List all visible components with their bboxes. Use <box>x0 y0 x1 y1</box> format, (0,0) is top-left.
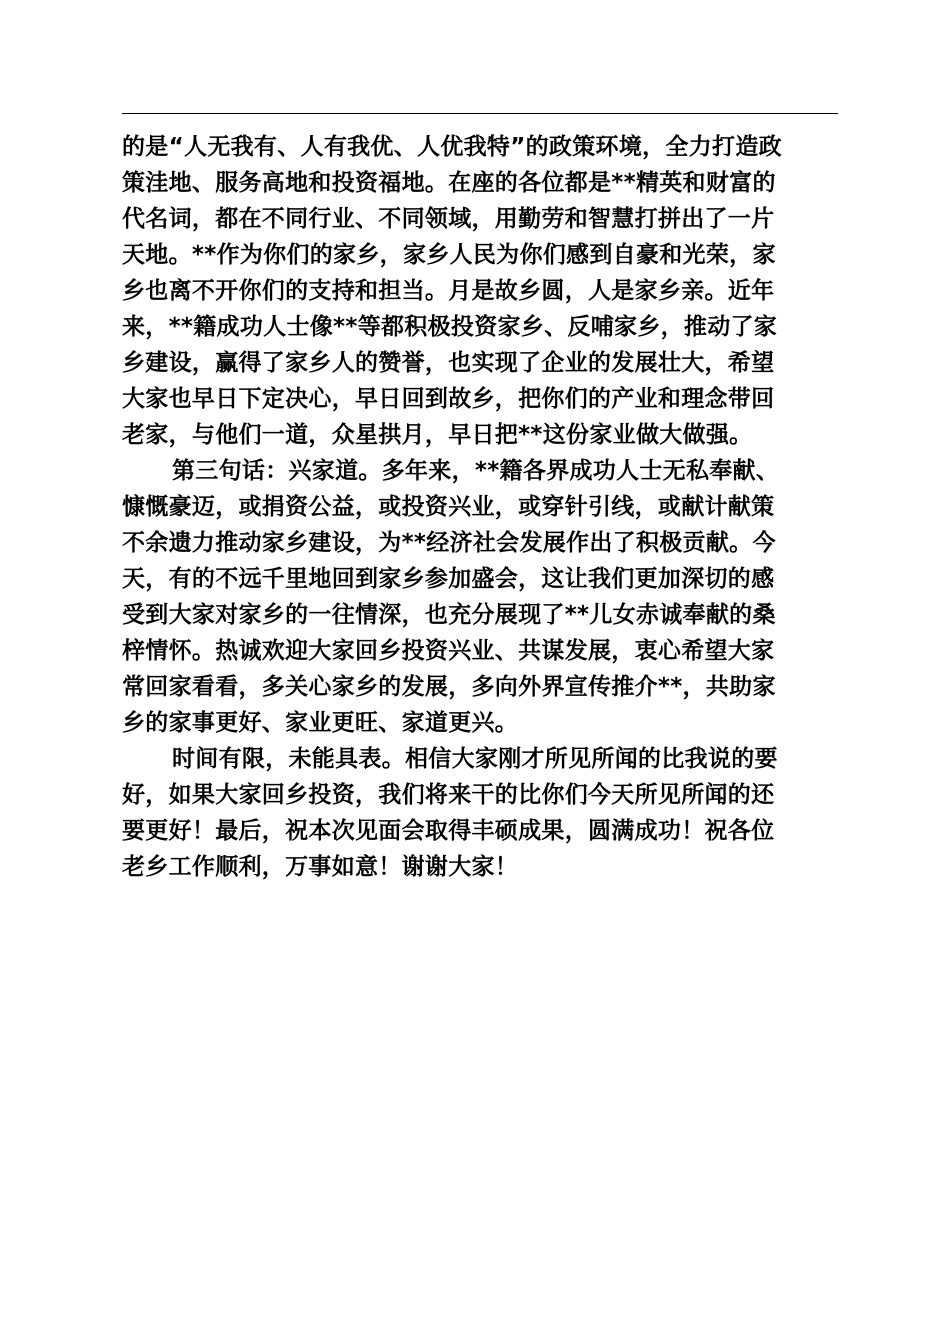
text-line: 第三句话：兴家道。多年来，**籍各界成功人士无私奉献、 <box>172 458 780 484</box>
paragraph-continued <box>122 129 838 453</box>
text-line: 天地。**作为你们的家乡，家乡人民为你们感到自豪和光荣，家 <box>122 242 776 268</box>
text-line: 乡也离不开你们的支持和担当。月是故乡圆，人是家乡亲。近年 <box>122 278 775 304</box>
paragraph-third <box>122 453 838 741</box>
text-line: 乡建设，赢得了家乡人的赞誉，也实现了企业的发展壮大，希望 <box>122 350 775 376</box>
paragraph-closing <box>122 741 838 885</box>
text-line: 慷慨豪迈，或捐资公益，或投资兴业，或穿针引线，或献计献策 <box>122 494 775 520</box>
text-line: 策洼地、服务高地和投资福地。在座的各位都是**精英和财富的 <box>122 170 776 196</box>
text-line: 老家，与他们一道，众星拱月，早日把**这份家业做大做强。 <box>122 422 753 448</box>
text-line: 要更好！最后，祝本次见面会取得丰硕成果，圆满成功！祝各位 <box>122 818 775 844</box>
text-line: 天，有的不远千里地回到家乡参加盛会，这让我们更加深切的感 <box>122 566 775 592</box>
text-line: 来，**籍成功人士像**等都积极投资家乡、反哺家乡，推动了家 <box>122 314 778 340</box>
text-line: 老乡工作顺利，万事如意！谢谢大家！ <box>122 854 519 880</box>
text-line: 不余遗力推动家乡建设，为**经济社会发展作出了积极贡献。今 <box>122 530 776 556</box>
text-line: 大家也早日下定决心，早日回到故乡，把你们的产业和理念带回 <box>122 386 775 412</box>
text-line: 梓情怀。热诚欢迎大家回乡投资兴业、共谋发展，衷心希望大家 <box>122 638 775 664</box>
document-body <box>122 129 838 885</box>
text-line: 常回家看看，多关心家乡的发展，多向外界宣传推介**，共助家 <box>122 674 776 700</box>
text-line: 好，如果大家回乡投资，我们将来干的比你们今天所见所闻的还 <box>122 782 775 808</box>
header-rule <box>122 113 838 114</box>
text-line: 时间有限，未能具表。相信大家刚才所见所闻的比我说的要 <box>172 746 778 772</box>
text-line: 代名词，都在不同行业、不同领域，用勤劳和智慧打拼出了一片 <box>122 206 775 232</box>
text-line: 的是“人无我有、人有我优、人优我特”的政策环境，全力打造政 <box>122 134 782 160</box>
text-line: 受到大家对家乡的一往情深，也充分展现了**儿女赤诚奉献的桑 <box>122 602 776 628</box>
text-line: 乡的家事更好、家业更旺、家道更兴。 <box>122 710 519 736</box>
